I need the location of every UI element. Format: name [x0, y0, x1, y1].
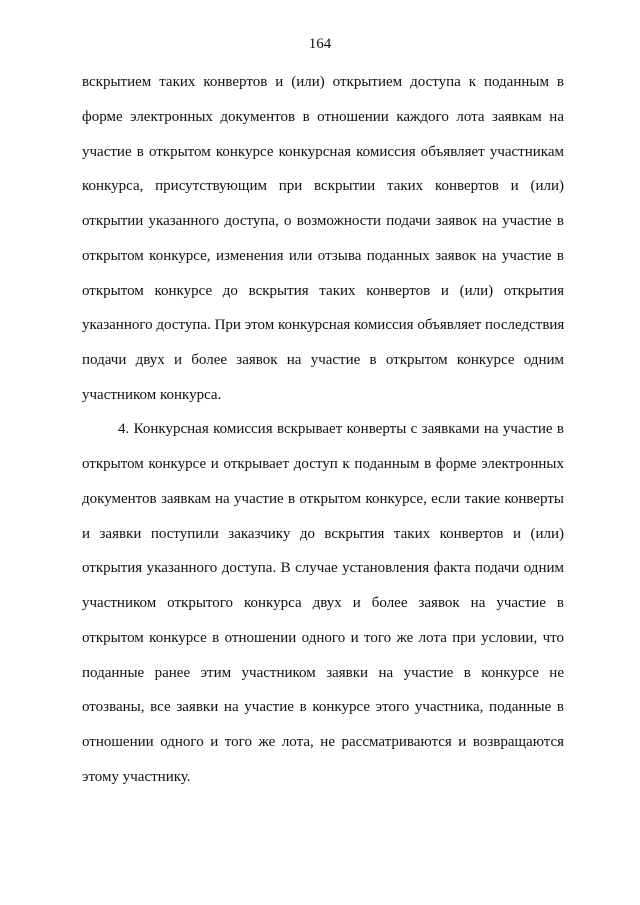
text-line: 4. Конкурсная комиссия вскрывает конверты с заявками на участие в [118, 421, 564, 437]
text-line: вскрытием таких конвертов и (или) открытием доступа к поданным в [82, 74, 564, 90]
text-line: открытом конкурсе до вскрытия таких конвертов и (или) открытия [82, 283, 564, 299]
text-line: открытом конкурсе, изменения или отзыва поданных заявок на участие в [82, 248, 564, 264]
text-line: участником открытого конкурса двух и более заявок на участие в [82, 595, 564, 611]
text-line: открытом конкурсе в отношении одного и того же лота при условии, что [82, 630, 564, 646]
text-line: открытом конкурсе и открывает доступ к поданным в форме электронных [82, 456, 564, 472]
text-line: указанного доступа. При этом конкурсная комиссия объявляет последствия [82, 317, 564, 333]
text-line: открытия указанного доступа. В случае установления факта подачи одним [82, 560, 564, 576]
text-line: открытии указанного доступа, о возможности подачи заявок на участие в [82, 213, 564, 229]
text-line: участие в открытом конкурсе конкурсная комиссия объявляет участникам [82, 144, 564, 160]
page-number: 164 [308, 36, 332, 52]
text-line: форме электронных документов в отношении каждого лота заявкам на [82, 109, 564, 125]
text-line: и заявки поступили заказчику до вскрытия таких конвертов и (или) [82, 526, 564, 542]
text-line: отношении одного и того же лота, не рассматриваются и возвращаются [82, 734, 564, 750]
text-line: поданные ранее этим участником заявки на участие в конкурсе не [82, 665, 564, 681]
text-line: конкурса, присутствующим при вскрытии таких конвертов и (или) [82, 178, 564, 194]
text-line: участником конкурса. [82, 387, 222, 403]
text-line: этому участнику. [82, 769, 191, 785]
text-line: подачи двух и более заявок на участие в открытом конкурсе одним [82, 352, 564, 368]
text-line: документов заявкам на участие в открытом конкурсе, если такие конверты [82, 491, 564, 507]
text-line: отозваны, все заявки на участие в конкурсе этого участника, поданные в [82, 699, 564, 715]
